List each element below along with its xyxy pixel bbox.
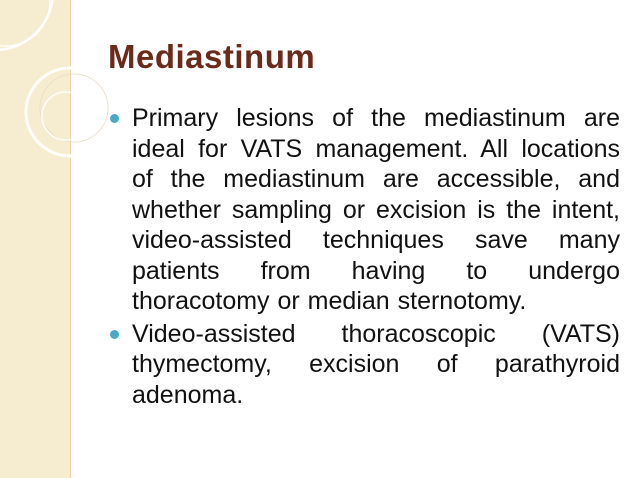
bullet-dot-icon [110,330,119,339]
bullet-dot-icon [110,114,119,123]
bullet-item [110,103,620,317]
bullet-text: Primary lesions of the mediastinum are ideal for VATS management. All locations of the mediastinum are accessible, and whether sampling or excision is the intent, video-assisted techniques save many patients from having to undergo thoracotomy or median sternotomy. [132,104,620,315]
bullet-text: Video-assisted thoracoscopic (VATS) thymectomy, excision of parathyroid adenoma. [132,319,620,409]
bullet-item [110,319,620,411]
slide-title: Mediastinum [108,38,316,75]
bullet-list [110,103,620,410]
